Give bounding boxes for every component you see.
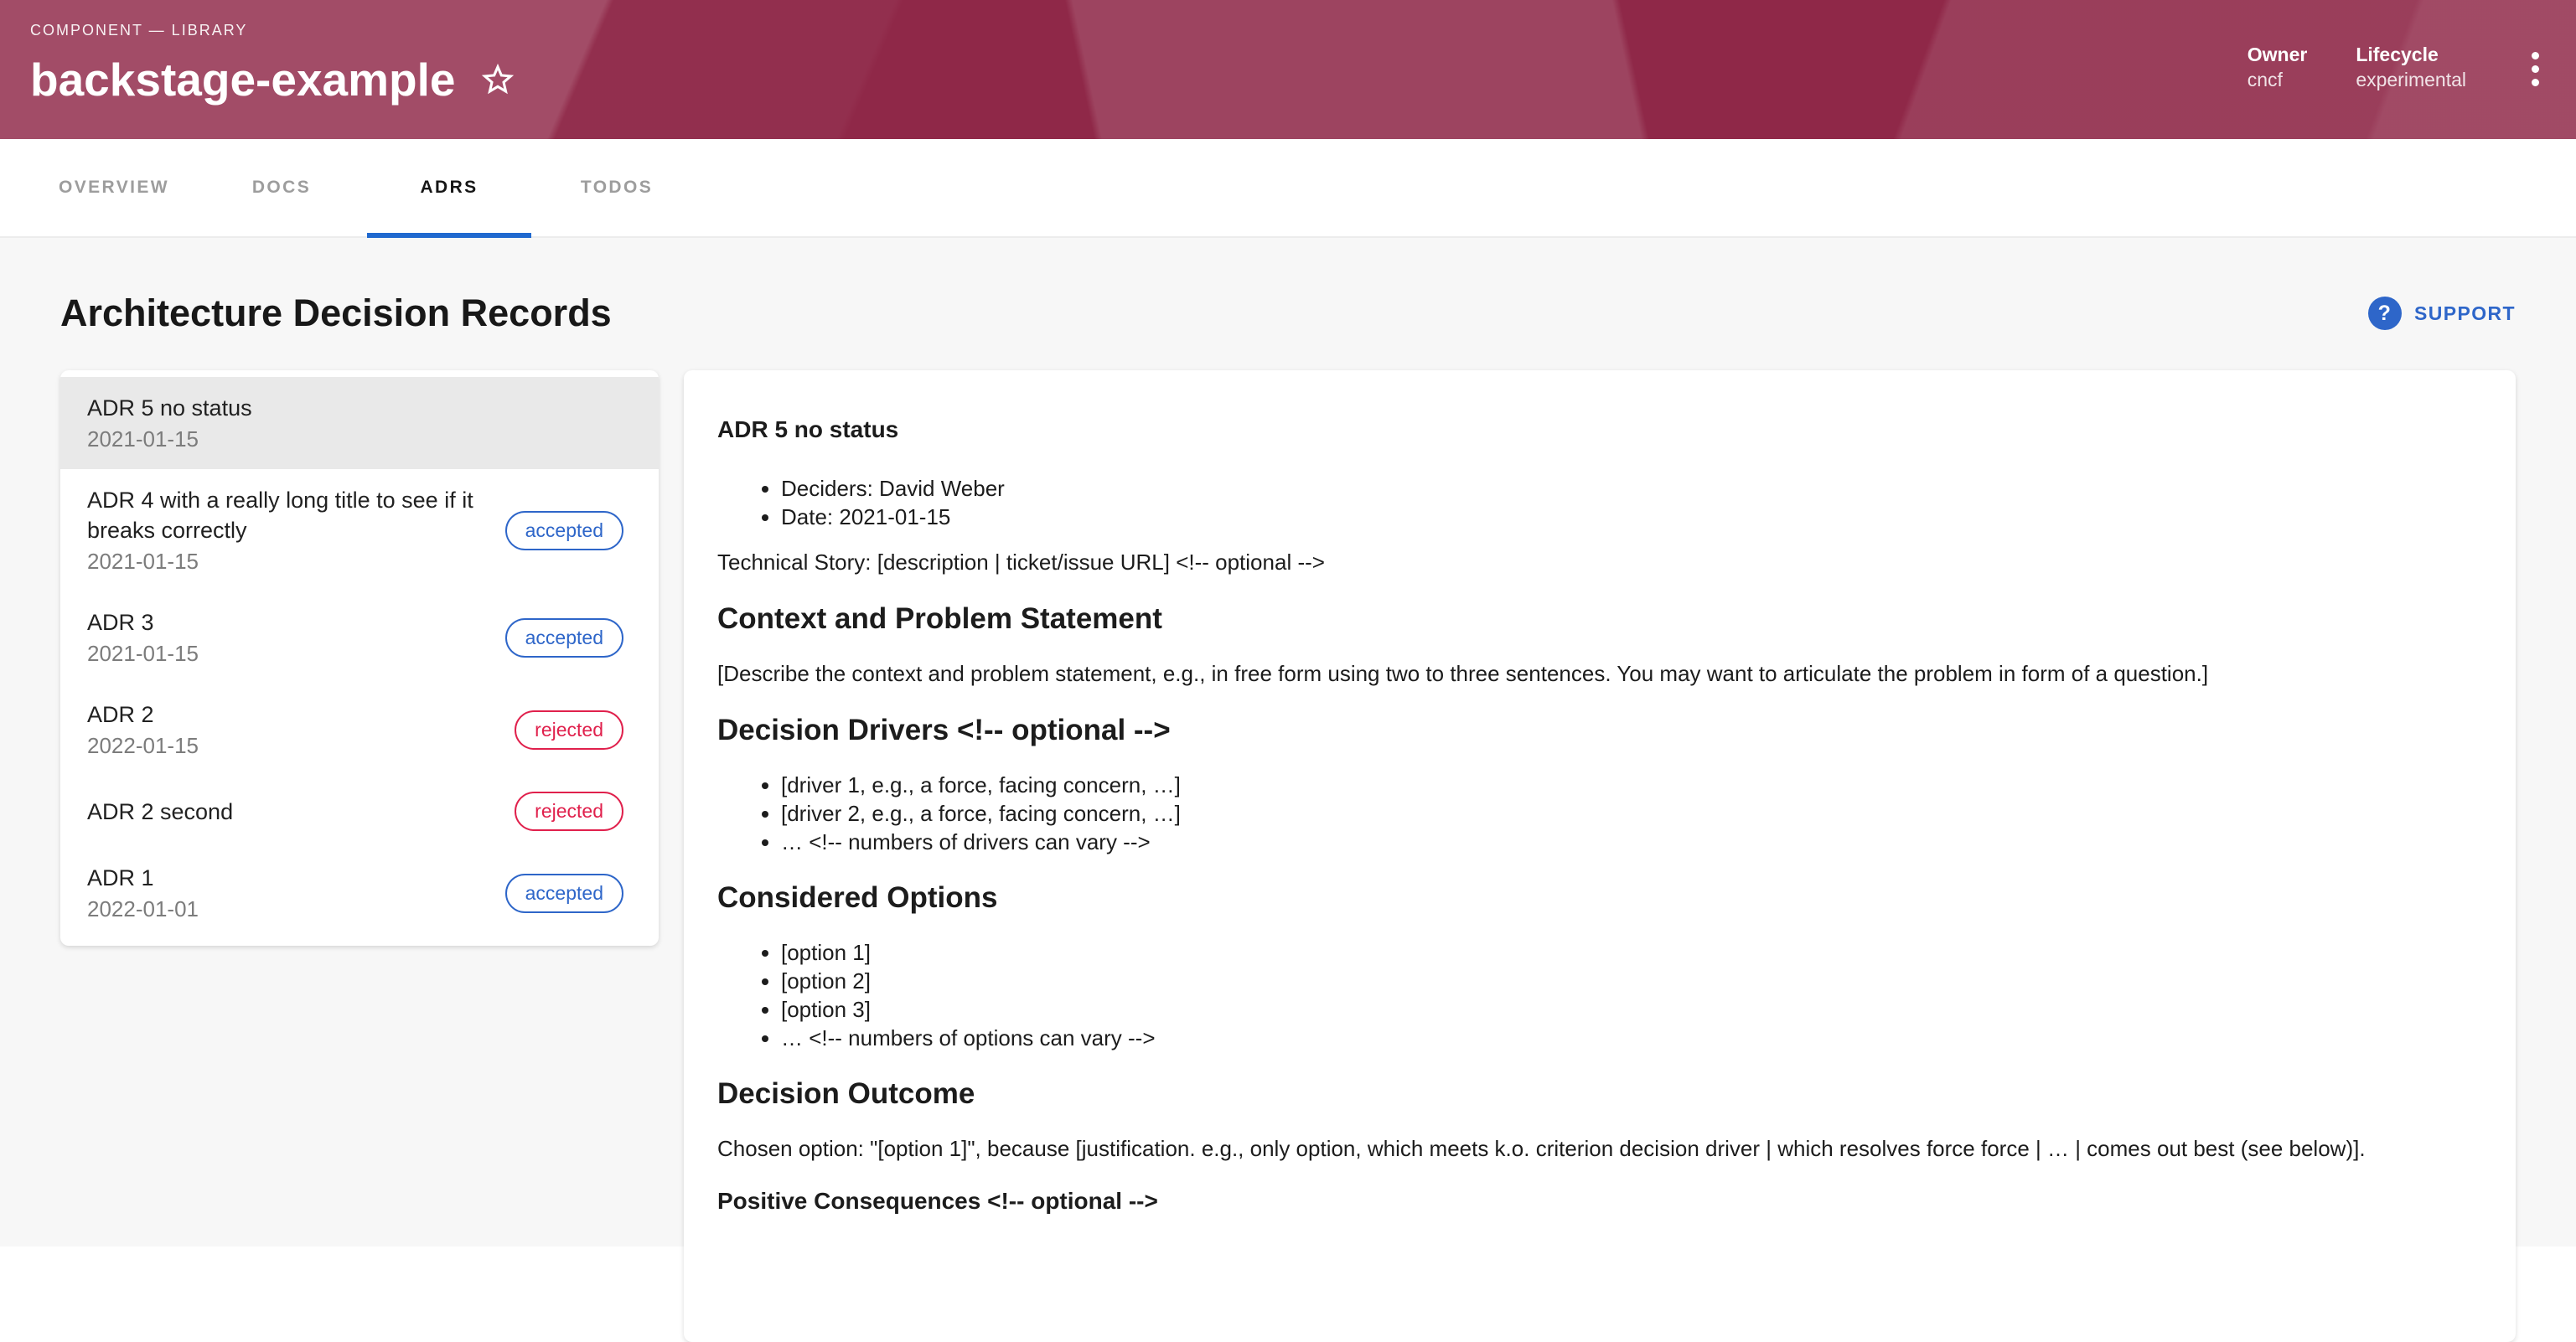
kebab-menu-button[interactable]: [2523, 44, 2548, 95]
adr-document-title: ADR 5 no status: [717, 416, 899, 442]
adr-document: [717, 416, 2482, 1216]
status-badge: rejected: [515, 792, 623, 831]
list-item-adr-2[interactable]: [60, 684, 659, 776]
driver-item: • … <!-- numbers of drivers can vary -->: [781, 828, 2482, 856]
adr-title: ADR 2: [87, 702, 154, 727]
entity-tab-bar: [0, 139, 2576, 238]
tab-adrs[interactable]: ADRS: [365, 139, 533, 236]
heading-drivers: Decision Drivers <!-- optional -->: [717, 714, 1171, 746]
tab-todos[interactable]: TODOS: [580, 178, 654, 197]
adr-meta-date: • Date: 2021-01-15: [781, 503, 2482, 531]
adr-date: 2021-01-15: [87, 641, 199, 666]
support-button-label: SUPPORT: [2414, 302, 2516, 324]
adr-detail-card: [684, 370, 2516, 1342]
owner-value: cncf: [2247, 69, 2283, 90]
option-item: • … <!-- numbers of options can vary -->: [781, 1024, 2482, 1052]
entity-header-meta: [2248, 0, 2548, 139]
driver-item: • [driver 2, e.g., a force, facing concern, …]: [781, 799, 2482, 828]
list-item-adr-1[interactable]: [60, 847, 659, 939]
list-item-adr-5[interactable]: [60, 377, 659, 469]
list-item-adr-3[interactable]: [60, 591, 659, 684]
heading-outcome: Decision Outcome: [717, 1077, 975, 1110]
content-header: [60, 292, 2516, 335]
adr-meta-deciders: • Deciders: David Weber: [781, 474, 2482, 503]
content-area: [0, 238, 2576, 1342]
adr-list-card: [60, 370, 659, 946]
lifecycle-label: Lifecycle: [2356, 44, 2439, 65]
owner-label: Owner: [2247, 44, 2308, 65]
lifecycle-field: [2356, 42, 2466, 92]
favorite-star-button[interactable]: [474, 56, 521, 103]
tab-overview[interactable]: OVERVIEW: [58, 178, 169, 197]
context-body: [Describe the context and problem statement, e.g., in free form using two to three sentences. You may want to articulate the problem in form of a question.]: [717, 661, 2209, 686]
drivers-list: [717, 771, 2482, 856]
driver-item: • [driver 1, e.g., a force, facing concern, …]: [781, 771, 2482, 799]
status-badge: accepted: [505, 618, 623, 658]
adr-title: ADR 5 no status: [87, 395, 252, 421]
adr-title: ADR 2 second: [87, 798, 234, 824]
support-button[interactable]: [2368, 297, 2516, 330]
option-item: • [option 3]: [781, 995, 2482, 1024]
adr-title: ADR 4 with a really long title to see if it breaks correctly: [87, 488, 473, 543]
status-badge: accepted: [505, 511, 623, 550]
list-item-adr-4[interactable]: [60, 469, 659, 591]
adr-date: 2022-01-01: [87, 896, 199, 921]
lifecycle-value: experimental: [2356, 69, 2466, 90]
tab-docs[interactable]: DOCS: [251, 178, 312, 197]
heading-context: Context and Problem Statement: [717, 602, 1162, 635]
status-badge: rejected: [515, 710, 623, 750]
entity-header: [0, 0, 2576, 139]
adr-date: 2021-01-15: [87, 549, 199, 574]
entity-header-left: [30, 0, 521, 139]
entity-title: backstage-example: [30, 54, 456, 106]
star-outline-icon: [478, 60, 517, 99]
status-badge: accepted: [505, 874, 623, 913]
option-item: • [option 1]: [781, 938, 2482, 967]
option-item: • [option 2]: [781, 967, 2482, 995]
adr-date: 2022-01-15: [87, 733, 199, 758]
technical-story: Technical Story: [description | ticket/issue URL] <!-- optional -->: [717, 550, 1325, 575]
page-title: Architecture Decision Records: [60, 292, 612, 334]
adr-meta-list: [717, 474, 2482, 531]
outcome-body: Chosen option: "[option 1]", because [justification. e.g., only option, which meets k.o. criterion decision driver | which resolves force force | … | comes out best (see below)].: [717, 1136, 2366, 1161]
adr-title: ADR 1: [87, 865, 154, 890]
help-icon: ?: [2368, 297, 2402, 330]
adr-date: 2021-01-15: [87, 426, 199, 452]
list-item-adr-2-second[interactable]: [60, 776, 659, 847]
owner-field: [2248, 42, 2308, 92]
kebab-menu-icon: [2532, 52, 2539, 59]
heading-positive-consequences: Positive Consequences <!-- optional -->: [717, 1188, 1158, 1214]
heading-options: Considered Options: [717, 881, 998, 914]
options-list: [717, 938, 2482, 1052]
entity-kind-breadcrumb: COMPONENT — LIBRARY: [30, 22, 248, 39]
adr-title: ADR 3: [87, 610, 154, 635]
